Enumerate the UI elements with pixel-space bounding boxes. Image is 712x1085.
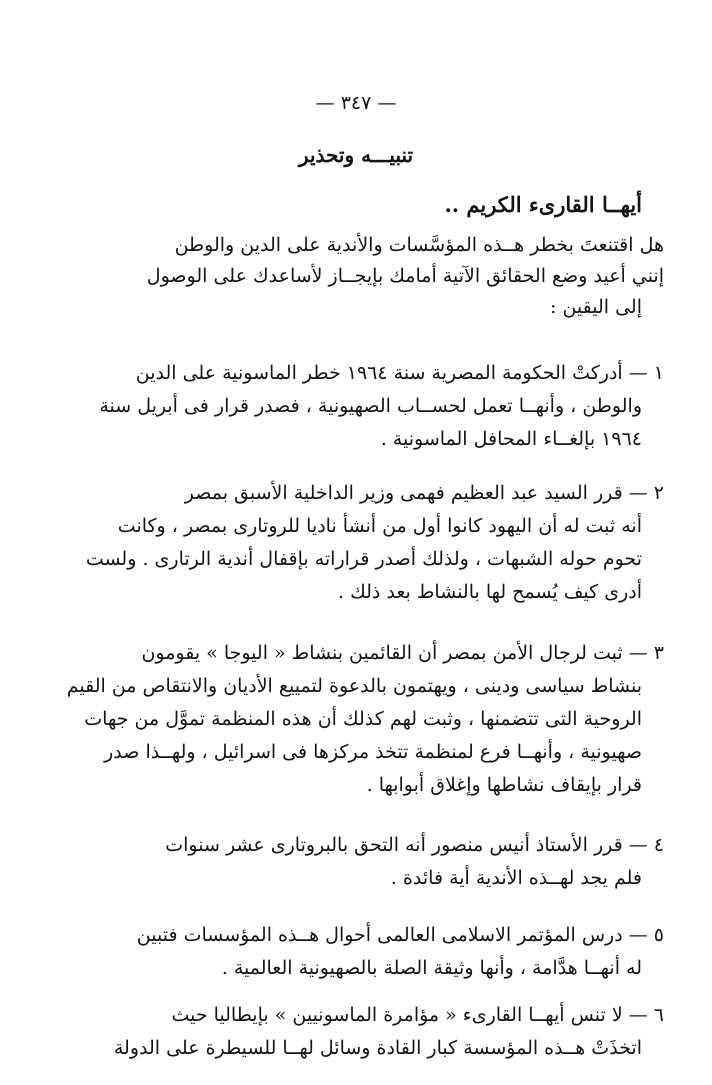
item-2-line: ٢ — قرر السيد عبد العظيم فهمى وزير الداخلية الأسبق بمصر [184,482,664,504]
item-6-line: اتخذَتْ هــذه المؤسسة كبار القادة وسائل لهــا للسيطرة على الدولة [113,1037,642,1059]
item-3-line: بنشاط سياسى ودينى ، ويهتمون بالدعوة لتمييع الأديان والانتقاص من القيم [66,675,642,697]
intro-line: إنني أعيد وضع الحقائق الآتية أمامك بإيجــاز لأساعدك على الوصول [146,265,664,287]
item-3-line: صهيونية ، وأنهــا فرع لمنظمة تتخذ مركزها فى اسرائيل ، ولهــذا صدر [104,741,642,763]
item-6-line: ٦ — لا تنس أيهــا القارىء « مؤامرة الماسونيين » بإيطاليا حيث [171,1004,664,1026]
intro-line: هل اقتنعتَ بخطر هــذه المؤسَّسات والأندية على الدين والوطن [174,234,664,256]
item-4-line: ٤ — قرر الأستاذ أنيس منصور أنه التحق بالبروتارى عشر سنوات [165,834,664,856]
page-number: — ٣٤٧ — [315,92,397,114]
item-3-line: قرار بإيقاف نشاطها وإغلاق أبوابها . [366,774,642,796]
intro-line: إلى اليقين : [550,296,642,318]
greeting: أيهــا القارىء الكريم .. [444,192,642,217]
item-2-line: أنه ثبت له أن اليهود كانوا أول من أنشأ ناديا للروتارى بمصر ، وكانت [117,515,642,537]
item-4-line: فلم يجد لهــذه الأندية أية فائدة . [390,867,642,889]
item-1-line: ١ — أدركتْ الحكومة المصرية سنة ١٩٦٤ خطر الماسونية على الدين [135,362,664,384]
item-3-line: الروحية التى تتضمنها ، وثبت لهم كذلك أن هذه المنظمة تموَّل من جهات [84,708,642,730]
item-2-line: تحوم حوله الشبهات ، ولذلك أصدر قراراته بإقفال أندية الرتارى . ولست [85,548,642,570]
item-5-line: ٥ — درس المؤتمر الاسلامى العالمى أحوال هــذه المؤسسات فتبين [136,924,664,946]
item-1-line: والوطن ، وأنهــا تعمل لحســاب الصهيونية ، فصدر قرار فى أبريل سنة [99,395,642,417]
item-2-line: أدرى كيف يُسمح لها بالنشاط بعد ذلك . [338,581,642,603]
item-3-line: ٣ — ثبت لرجال الأمن بمصر أن القائمين بنشاط « اليوجا » يقومون [141,642,664,664]
section-heading: تنبيـــه وتحذير [298,143,414,167]
item-1-line: ١٩٦٤ بإلغــاء المحافل الماسونية . [380,428,642,450]
item-5-line: له أنهــا هدَّامة ، وأنها وثيقة الصلة بالصهيونية العالمية . [221,957,642,979]
